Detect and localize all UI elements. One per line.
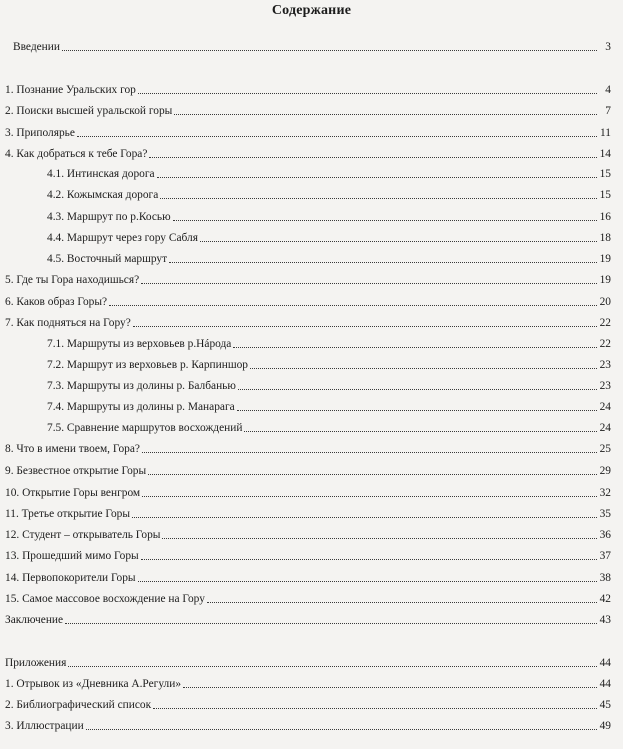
toc-entry-label: 13. Прошедший мимо Горы: [5, 550, 139, 562]
toc-entry-label: 15. Самое массовое восхождение на Гору: [5, 593, 205, 605]
toc-entry-label: 4.5. Восточный маршрут: [47, 253, 168, 265]
toc-entry-chapter-6: [5, 293, 611, 309]
toc-entry-label: 4.1. Интинская дорога: [47, 168, 155, 180]
toc-entry-label: 4.3. Маршрут по р.Косью: [47, 211, 171, 223]
toc-entry-label: Введении: [13, 41, 60, 53]
toc-entry-label: 11. Третье открытие Горы: [5, 508, 131, 520]
toc-entry-label: 14. Первопокорители Горы: [5, 572, 136, 584]
toc-entry-appendix-1: [5, 675, 611, 691]
toc-page-number: 22: [599, 317, 611, 329]
toc-entry-introduction: [13, 38, 611, 54]
dot-leader: [238, 388, 597, 390]
toc-page-number: 44: [599, 678, 611, 690]
dot-leader: [169, 261, 597, 263]
dot-leader: [77, 135, 597, 137]
toc-entry-appendix-3: [5, 717, 611, 733]
dot-leader: [157, 176, 597, 178]
toc-entry-chapter-10: [5, 484, 611, 500]
toc-entry-label: 7.5. Сравнение маршрутов восхождений: [47, 422, 243, 434]
toc-entry-chapter-8: [5, 440, 611, 456]
toc-page-number: 19: [599, 274, 611, 286]
toc-entry-chapter-9: [5, 462, 611, 478]
toc-entry-section-4-2: [47, 186, 611, 202]
toc-page-number: 36: [599, 529, 611, 541]
dot-leader: [250, 367, 597, 369]
toc-page-number: 32: [599, 487, 611, 499]
toc-entry-label: Заключение: [5, 614, 64, 626]
dot-leader: [65, 622, 597, 624]
dot-leader: [174, 113, 597, 115]
toc-entry-appendices: [5, 654, 611, 670]
toc-entry-label: 9. Безвестное открытие Горы: [5, 465, 147, 477]
dot-leader: [132, 516, 597, 518]
toc-entry-chapter-1: [5, 81, 611, 97]
toc-page-number: 23: [599, 359, 611, 371]
toc-page-number: 19: [599, 253, 611, 265]
toc-entry-chapter-7: [5, 314, 611, 330]
toc-entry-chapter-15: [5, 590, 611, 606]
toc-entry-section-4-5: [47, 250, 611, 266]
dot-leader: [148, 473, 597, 475]
dot-leader: [173, 219, 597, 221]
toc-page-number: 44: [599, 657, 611, 669]
toc-entry-chapter-11: [5, 505, 611, 521]
toc-page-number: 49: [599, 720, 611, 732]
toc-page-number: 38: [599, 572, 611, 584]
toc-entry-label: 1. Познание Уральских гор: [5, 84, 136, 96]
toc-page-number: 15: [599, 168, 611, 180]
dot-leader: [138, 92, 597, 94]
toc-entry-label: Приложения: [5, 657, 67, 669]
toc-entry-section-4-1: [47, 165, 611, 181]
toc-entry-section-7-2: [47, 356, 611, 372]
toc-entry-label: 7.1. Маршруты из верховьев р.Нáрода: [47, 338, 232, 350]
toc-entry-conclusion: [5, 611, 611, 627]
dot-leader: [244, 430, 597, 432]
dot-leader: [160, 197, 597, 199]
toc-entry-section-4-4: [47, 229, 611, 245]
toc-entry-section-7-4: [47, 398, 611, 414]
dot-leader: [86, 728, 597, 730]
toc-entry-label: 4.2. Кожымская дорога: [47, 189, 159, 201]
toc-page-number: 24: [599, 401, 611, 413]
toc-entry-label: 4.4. Маршрут через гору Сабля: [47, 232, 198, 244]
toc-entry-label: 2. Библиографический список: [5, 699, 152, 711]
toc-entry-section-7-5: [47, 419, 611, 435]
dot-leader: [200, 240, 597, 242]
toc-entry-label: 7.4. Маршруты из долины р. Манарага: [47, 401, 235, 413]
toc-page-number: 22: [599, 338, 611, 350]
toc-entry-label: 3. Приполярье: [5, 127, 75, 139]
toc-entry-chapter-3: [5, 124, 611, 140]
toc-page-number: 24: [599, 422, 611, 434]
dot-leader: [133, 325, 597, 327]
toc-page-number: 29: [599, 465, 611, 477]
toc-entry-label: 7.3. Маршруты из долины р. Балбанью: [47, 380, 236, 392]
dot-leader: [62, 49, 597, 51]
toc-page-number: 18: [599, 232, 611, 244]
dot-leader: [109, 304, 597, 306]
dot-leader: [162, 537, 597, 539]
dot-leader: [141, 282, 597, 284]
toc-entry-label: 10. Открытие Горы венгром: [5, 487, 141, 499]
toc-page-number: 25: [599, 443, 611, 455]
toc-entry-section-7-1: [47, 335, 611, 351]
toc-page-number: 15: [599, 189, 611, 201]
toc-entry-chapter-12: [5, 526, 611, 542]
dot-leader: [233, 346, 597, 348]
toc-entry-label: 12. Студент – открыватель Горы: [5, 529, 161, 541]
toc-page-number: 37: [599, 550, 611, 562]
toc-entry-label: 8. Что в имени твоем, Гора?: [5, 443, 140, 455]
toc-page-number: 23: [599, 380, 611, 392]
toc-page-number: 11: [600, 127, 611, 139]
dot-leader: [149, 156, 597, 158]
dot-leader: [153, 707, 597, 709]
toc-entry-chapter-2: [5, 102, 611, 118]
page-title: Содержание: [271, 3, 352, 18]
toc-page-number: 45: [599, 699, 611, 711]
toc-entry-label: 7.2. Маршрут из верховьев р. Карпиншор: [47, 359, 249, 371]
toc-entry-chapter-13: [5, 547, 611, 563]
toc-page-number: 3: [605, 41, 611, 53]
dot-leader: [68, 665, 597, 667]
toc-page-number: 7: [605, 105, 611, 117]
toc-entry-label: 5. Где ты Гора находишься?: [5, 274, 140, 286]
dot-leader: [183, 686, 597, 688]
toc-page-number: 20: [599, 296, 611, 308]
dot-leader: [142, 451, 597, 453]
dot-leader: [237, 409, 597, 411]
toc-entry-chapter-14: [5, 569, 611, 585]
toc-entry-chapter-4: [5, 145, 611, 161]
toc-page-number: 43: [599, 614, 611, 626]
toc-entry-label: 3. Иллюстрации: [5, 720, 84, 732]
toc-entry-label: 4. Как добраться к тебе Гора?: [5, 148, 148, 160]
toc-entry-appendix-2: [5, 696, 611, 712]
toc-entry-label: 7. Как подняться на Гору?: [5, 317, 131, 329]
toc-entry-label: 1. Отрывок из «Дневника А.Регули»: [5, 678, 182, 690]
toc-entry-label: 6. Каков образ Горы?: [5, 296, 108, 308]
dot-leader: [142, 495, 597, 497]
toc-entry-section-4-3: [47, 208, 611, 224]
dot-leader: [138, 580, 597, 582]
toc-page-number: 4: [605, 84, 611, 96]
toc-entry-label: 2. Поиски высшей уральской горы: [5, 105, 173, 117]
toc-page-number: 35: [599, 508, 611, 520]
toc-entry-chapter-5: [5, 271, 611, 287]
dot-leader: [207, 601, 597, 603]
toc-page-number: 16: [599, 211, 611, 223]
toc-page-number: 42: [599, 593, 611, 605]
toc-page-number: 14: [599, 148, 611, 160]
dot-leader: [141, 558, 597, 560]
toc-entry-section-7-3: [47, 377, 611, 393]
